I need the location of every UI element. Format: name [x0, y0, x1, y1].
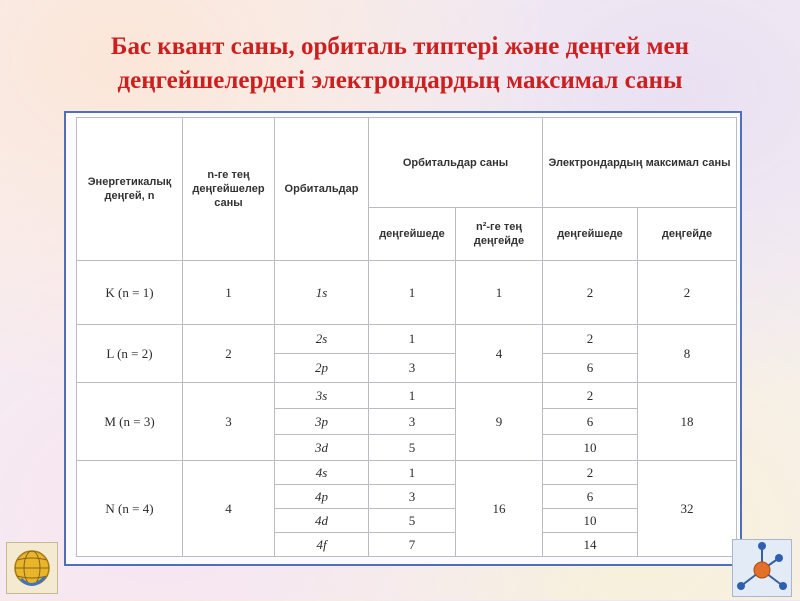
slide-title	[0, 30, 800, 98]
cell-energy-level: K (n = 1)	[77, 261, 183, 325]
slide-title-line-2: деңгейшелердегі электрондардың максимал саны	[117, 67, 683, 94]
header-orbitals-in-sublevel: деңгейшеде	[369, 208, 456, 261]
cell-electrons-in-sublevel: 6	[543, 409, 638, 435]
cell-orbital: 2p	[275, 354, 369, 383]
cell-electrons-in-sublevel: 10	[543, 509, 638, 533]
header-orbitals: Орбитальдар	[275, 118, 369, 261]
table-row	[77, 261, 737, 325]
cell-orbital: 4s	[275, 461, 369, 485]
cell-orbital: 1s	[275, 261, 369, 325]
cell-electrons-in-sublevel: 2	[543, 383, 638, 409]
cell-electrons-in-sublevel: 6	[543, 485, 638, 509]
cell-energy-level: N (n = 4)	[77, 461, 183, 557]
header-energy-level: Энергетикалық деңгей, n	[77, 118, 183, 261]
cell-orbital: 2s	[275, 325, 369, 354]
table-row	[77, 325, 737, 354]
cell-orbital-count: 3	[369, 485, 456, 509]
cell-electrons-in-level: 32	[638, 461, 737, 557]
cell-orbital: 3d	[275, 435, 369, 461]
cell-orbital-count: 7	[369, 533, 456, 557]
cell-sublevel-count: 3	[183, 383, 275, 461]
cell-electrons-in-sublevel: 10	[543, 435, 638, 461]
cell-electrons-in-level: 2	[638, 261, 737, 325]
header-electrons-in-level: деңгейде	[638, 208, 737, 261]
cell-orbital-count: 1	[369, 261, 456, 325]
slide-title-line-1: Бас квант саны, орбиталь типтері және деңгей мен	[110, 33, 690, 60]
cell-sublevel-count: 1	[183, 261, 275, 325]
cell-electrons-in-sublevel: 6	[543, 354, 638, 383]
electron-shell-table	[76, 117, 737, 557]
header-orbitals-in-level: n²-ге тең деңгейде	[456, 208, 543, 261]
cell-electrons-in-sublevel: 2	[543, 261, 638, 325]
cell-electrons-in-sublevel: 2	[543, 461, 638, 485]
cell-orbital-count: 3	[369, 409, 456, 435]
cell-orbital-count: 3	[369, 354, 456, 383]
cell-orbital: 3p	[275, 409, 369, 435]
header-max-electrons: Электрондардың максимал саны	[543, 118, 737, 208]
cell-orbital: 3s	[275, 383, 369, 409]
cell-orbital: 4f	[275, 533, 369, 557]
cell-electrons-in-level: 18	[638, 383, 737, 461]
cell-orbital-count: 5	[369, 509, 456, 533]
cell-energy-level: M (n = 3)	[77, 383, 183, 461]
cell-sublevel-count: 4	[183, 461, 275, 557]
cell-orbitals-in-level: 1	[456, 261, 543, 325]
table-row	[77, 383, 737, 409]
cell-orbital: 4p	[275, 485, 369, 509]
cell-orbitals-in-level: 4	[456, 325, 543, 383]
cell-orbitals-in-level: 16	[456, 461, 543, 557]
header-orbital-count: Орбитальдар саны	[369, 118, 543, 208]
cell-orbital-count: 1	[369, 325, 456, 354]
cell-orbital-count: 1	[369, 461, 456, 485]
cell-orbital-count: 5	[369, 435, 456, 461]
cell-sublevel-count: 2	[183, 325, 275, 383]
cell-orbital-count: 1	[369, 383, 456, 409]
cell-electrons-in-sublevel: 2	[543, 325, 638, 354]
molecule-icon	[732, 539, 792, 597]
header-electrons-in-sublevel: деңгейшеде	[543, 208, 638, 261]
globe-icon	[6, 542, 58, 594]
cell-electrons-in-level: 8	[638, 325, 737, 383]
table-body	[77, 261, 737, 557]
cell-electrons-in-sublevel: 14	[543, 533, 638, 557]
cell-orbital: 4d	[275, 509, 369, 533]
header-sublevel-count: n-ге тең деңгейшелер саны	[183, 118, 275, 261]
cell-energy-level: L (n = 2)	[77, 325, 183, 383]
cell-orbitals-in-level: 9	[456, 383, 543, 461]
table-row	[77, 461, 737, 485]
